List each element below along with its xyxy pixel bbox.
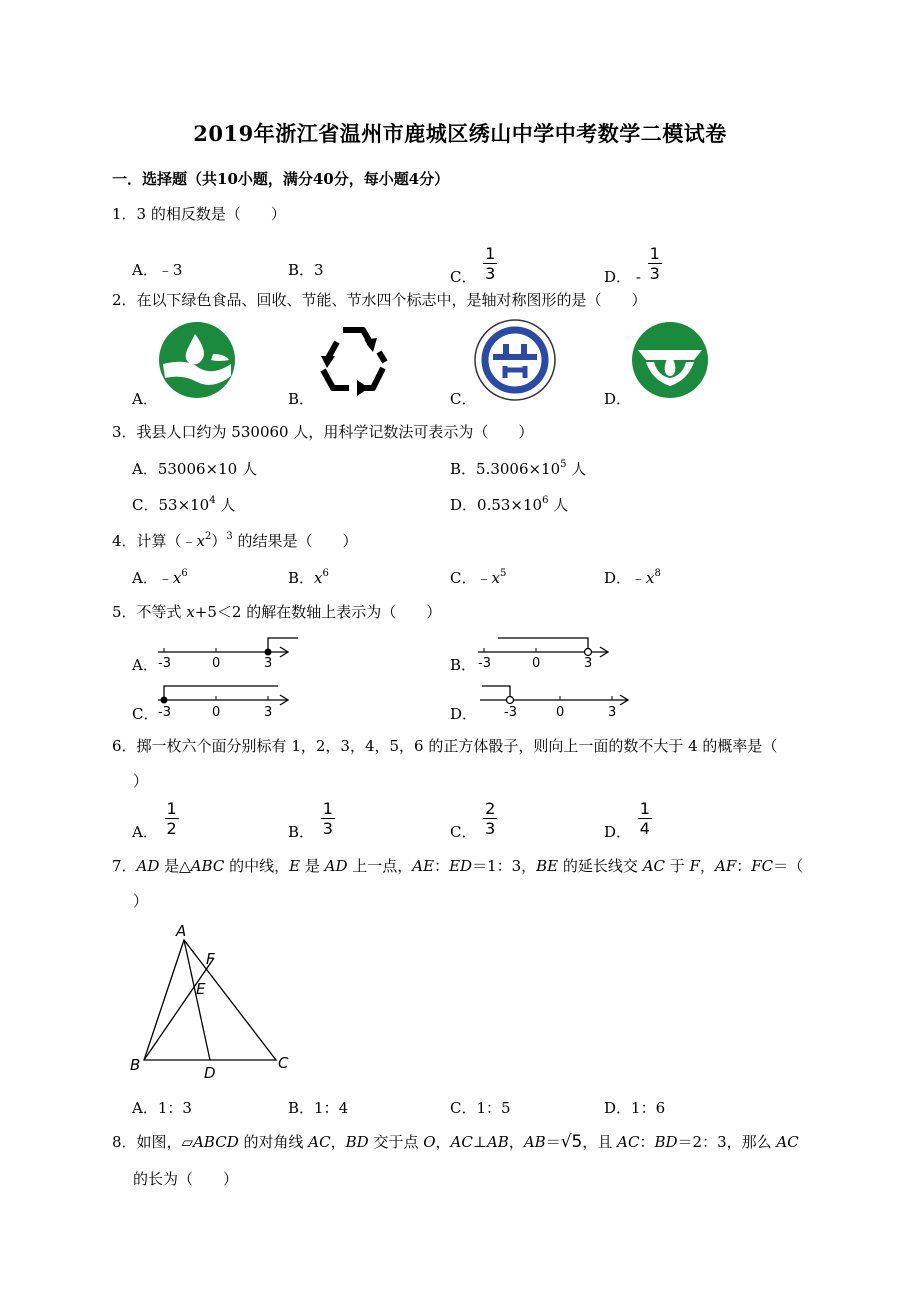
var: x (646, 569, 655, 587)
fraction (321, 800, 335, 837)
t: ， (435, 1133, 451, 1151)
denominator: 4 (639, 819, 650, 838)
label: A． (132, 822, 158, 841)
tick-label: 0 (212, 705, 221, 720)
label: D．﹣ (604, 569, 647, 587)
recycle-logo-icon (313, 322, 393, 400)
question-7-stem-end: ） (133, 892, 149, 910)
var: x (314, 569, 323, 587)
point-label-f: F (206, 950, 215, 968)
t: 是 (300, 857, 325, 875)
t: 是△ (159, 857, 191, 875)
q7-option-b: B．1：4 (288, 1099, 349, 1117)
tick-label: 3 (264, 705, 273, 720)
v: ABCD (193, 1133, 239, 1151)
q4-option-b (288, 567, 329, 588)
q6-option-a (132, 799, 179, 841)
q3-d-exponent: 6 (542, 495, 549, 506)
point-label-d: D (204, 1064, 216, 1082)
t: ， (508, 1133, 524, 1151)
q4-exp: 2 (205, 531, 212, 542)
v: AE (412, 857, 435, 875)
q3-b-exponent: 5 (560, 459, 567, 470)
v: ABC (190, 857, 225, 875)
q4-exp2: 3 (226, 531, 233, 542)
q5-number-line-d (474, 678, 634, 720)
q1-option-d-label: D． (604, 267, 632, 286)
tick-label: -3 (478, 656, 491, 670)
tick-label: -3 (504, 705, 517, 720)
var: x (491, 569, 500, 587)
q1-option-c-label: C． (450, 267, 477, 286)
vertex-label-c: C (278, 1054, 289, 1072)
tick-label: 3 (264, 656, 273, 670)
t: ＝（ (773, 857, 804, 875)
q7-option-d: D．1：6 (604, 1099, 666, 1117)
page-title: 2019年浙江省温州市鹿城区绣山中学中考数学二模试卷 (193, 121, 727, 146)
t: 的中线， (224, 857, 290, 875)
label: C． (450, 822, 477, 841)
q4-var: x (196, 532, 206, 550)
t: 的对角线 (238, 1133, 309, 1151)
fraction (483, 800, 497, 837)
q5-option-b: B． (450, 656, 477, 674)
q5-number-line-c (152, 678, 302, 720)
t: 交于点 (368, 1133, 424, 1151)
question-4-stem (112, 530, 358, 551)
q5-option-a: A． (132, 656, 158, 674)
q5-number-line-a (152, 630, 302, 670)
exp: 5 (499, 568, 507, 579)
t: ： (736, 857, 752, 875)
vertex-label-b: B (130, 1056, 141, 1074)
tick-label: 0 (212, 656, 221, 670)
label: B． (288, 822, 315, 841)
q1-option-b: B．3 (288, 261, 324, 279)
fraction (165, 800, 179, 837)
t: ， (699, 857, 715, 875)
q5-option-d: D． (450, 705, 478, 723)
q4-text-mid: ） (211, 532, 227, 550)
tick-label: 3 (608, 705, 617, 720)
t: ： (639, 1133, 655, 1151)
q3-d-text: D．0.53×10 (450, 496, 543, 514)
q5-option-c: C． (132, 705, 159, 723)
q7-option-a: A．1：3 (132, 1099, 192, 1117)
q2-option-c: C． (450, 390, 477, 408)
denominator: 3 (485, 264, 496, 283)
sqrt-five: √5 (560, 1132, 583, 1152)
exp: 8 (654, 568, 661, 579)
q3-option-d (450, 494, 568, 515)
t: 上一点， (347, 857, 413, 875)
denominator: 3 (322, 819, 333, 838)
q6-option-c (450, 799, 497, 841)
q1-option-c-fraction (483, 245, 497, 282)
numerator: 1 (166, 799, 177, 818)
q1-option-c (450, 244, 497, 286)
q1-option-d-sign: - (635, 267, 641, 286)
question-3-stem: 3．我县人口约为 530060 人，用科学记数法可表示为（ ） (112, 423, 534, 441)
question-5-stem (112, 601, 441, 622)
q1-option-d-fraction (648, 245, 662, 282)
vertex-label-a: A (176, 922, 187, 940)
denominator: 2 (166, 819, 177, 838)
q5-var: x (186, 603, 195, 621)
v: AB (523, 1133, 546, 1151)
denominator: 3 (485, 819, 496, 838)
v: AC (642, 857, 665, 875)
question-8-stem-end: 的长为（ ） (133, 1170, 239, 1188)
numerator: 1 (639, 799, 650, 818)
q4-text: 4．计算（﹣ (112, 532, 197, 550)
question-6-stem: 6．掷一枚六个面分别标有 1，2，3，4，5，6 的正方体骰子，则向上一面的数不大于 4 的概率是（ (112, 737, 778, 755)
q4-option-d (604, 567, 661, 588)
q3-c-text: C．53×10 (132, 496, 210, 514)
q3-option-a: A．53006×10 人 (132, 460, 257, 478)
tick-label: 0 (532, 656, 541, 670)
q3-b-unit: 人 (566, 460, 587, 478)
v: AC (776, 1133, 799, 1151)
v: AD (324, 857, 348, 875)
fraction (638, 800, 652, 837)
t: ＝1：3， (472, 857, 537, 875)
q2-option-b: B． (288, 390, 315, 408)
question-2-stem: 2．在以下绿色食品、回收、节能、节水四个标志中，是轴对称图形的是（ ） (112, 291, 647, 309)
v: BE (536, 857, 559, 875)
q6-option-b (288, 799, 335, 841)
v: F (689, 857, 700, 875)
q3-b-text: B．5.3006×10 (450, 460, 561, 478)
q2-option-a: A． (132, 390, 158, 408)
tick-label: -3 (158, 656, 171, 670)
t: ： (434, 857, 450, 875)
q6-option-d (604, 799, 652, 841)
t: 于 (665, 857, 690, 875)
energy-saving-logo-icon (473, 318, 557, 402)
t: 8．如图，▱ (112, 1133, 194, 1151)
var: x (172, 569, 182, 587)
q2-option-d: D． (604, 390, 632, 408)
green-food-logo-icon (157, 320, 237, 400)
t: 的延长线交 (558, 857, 643, 875)
q5-number-line-b (472, 630, 622, 670)
denominator: 3 (649, 264, 660, 283)
v: AC (308, 1133, 331, 1151)
v: O (423, 1133, 436, 1151)
v: AF (714, 857, 737, 875)
question-7-stem (112, 855, 803, 876)
t: 7． (112, 857, 137, 875)
q3-c-exponent: 4 (209, 495, 216, 506)
q4-option-a (132, 567, 188, 588)
tick-label: 0 (556, 705, 565, 720)
question-8-stem (112, 1131, 799, 1152)
section-heading: 一．选择题（共10小题，满分40分，每小题4分） (112, 170, 450, 188)
q5-text: 5．不等式 (112, 603, 187, 621)
numerator: 1 (485, 244, 496, 263)
q3-option-b (450, 458, 586, 479)
label: D． (604, 822, 632, 841)
v: AD (136, 857, 160, 875)
exp: 6 (322, 568, 329, 579)
v: AC (617, 1133, 640, 1151)
label: A．﹣ (132, 569, 173, 587)
q1-option-d (604, 244, 662, 286)
tick-label: 3 (584, 656, 593, 670)
tick-label: -3 (158, 705, 171, 720)
q3-c-unit: 人 (215, 496, 236, 514)
q4-option-c (450, 567, 506, 588)
v: BD (345, 1133, 369, 1151)
t: ，且 (582, 1133, 618, 1151)
t: ⊥ (472, 1133, 487, 1151)
v: AC (450, 1133, 473, 1151)
label: B． (288, 569, 315, 587)
water-saving-logo-icon (630, 320, 710, 400)
question-1-stem: 1．3 的相反数是（ ） (112, 205, 286, 223)
question-6-stem-end: ） (133, 772, 149, 790)
numerator: 2 (485, 799, 496, 818)
v: BD (654, 1133, 678, 1151)
label: C．﹣ (450, 569, 492, 587)
v: ED (449, 857, 473, 875)
v: E (289, 857, 301, 875)
point-label-e: E (196, 980, 206, 998)
v: AB (486, 1133, 509, 1151)
q5-text-post: +5＜2 的解在数轴上表示为（ ） (194, 603, 442, 621)
q7-option-c: C．1：5 (450, 1099, 511, 1117)
t: ＝ (545, 1133, 561, 1151)
numerator: 1 (649, 244, 660, 263)
t: ＝2：3，那么 (677, 1133, 777, 1151)
q1-option-a: A．﹣3 (132, 261, 183, 279)
q4-text-post: 的结果是（ ） (232, 532, 358, 550)
q3-d-unit: 人 (548, 496, 569, 514)
q7-triangle-figure (122, 918, 302, 1084)
numerator: 1 (322, 799, 333, 818)
t: ， (330, 1133, 346, 1151)
q3-option-c (132, 494, 235, 515)
v: FC (751, 857, 774, 875)
exp: 6 (181, 568, 188, 579)
